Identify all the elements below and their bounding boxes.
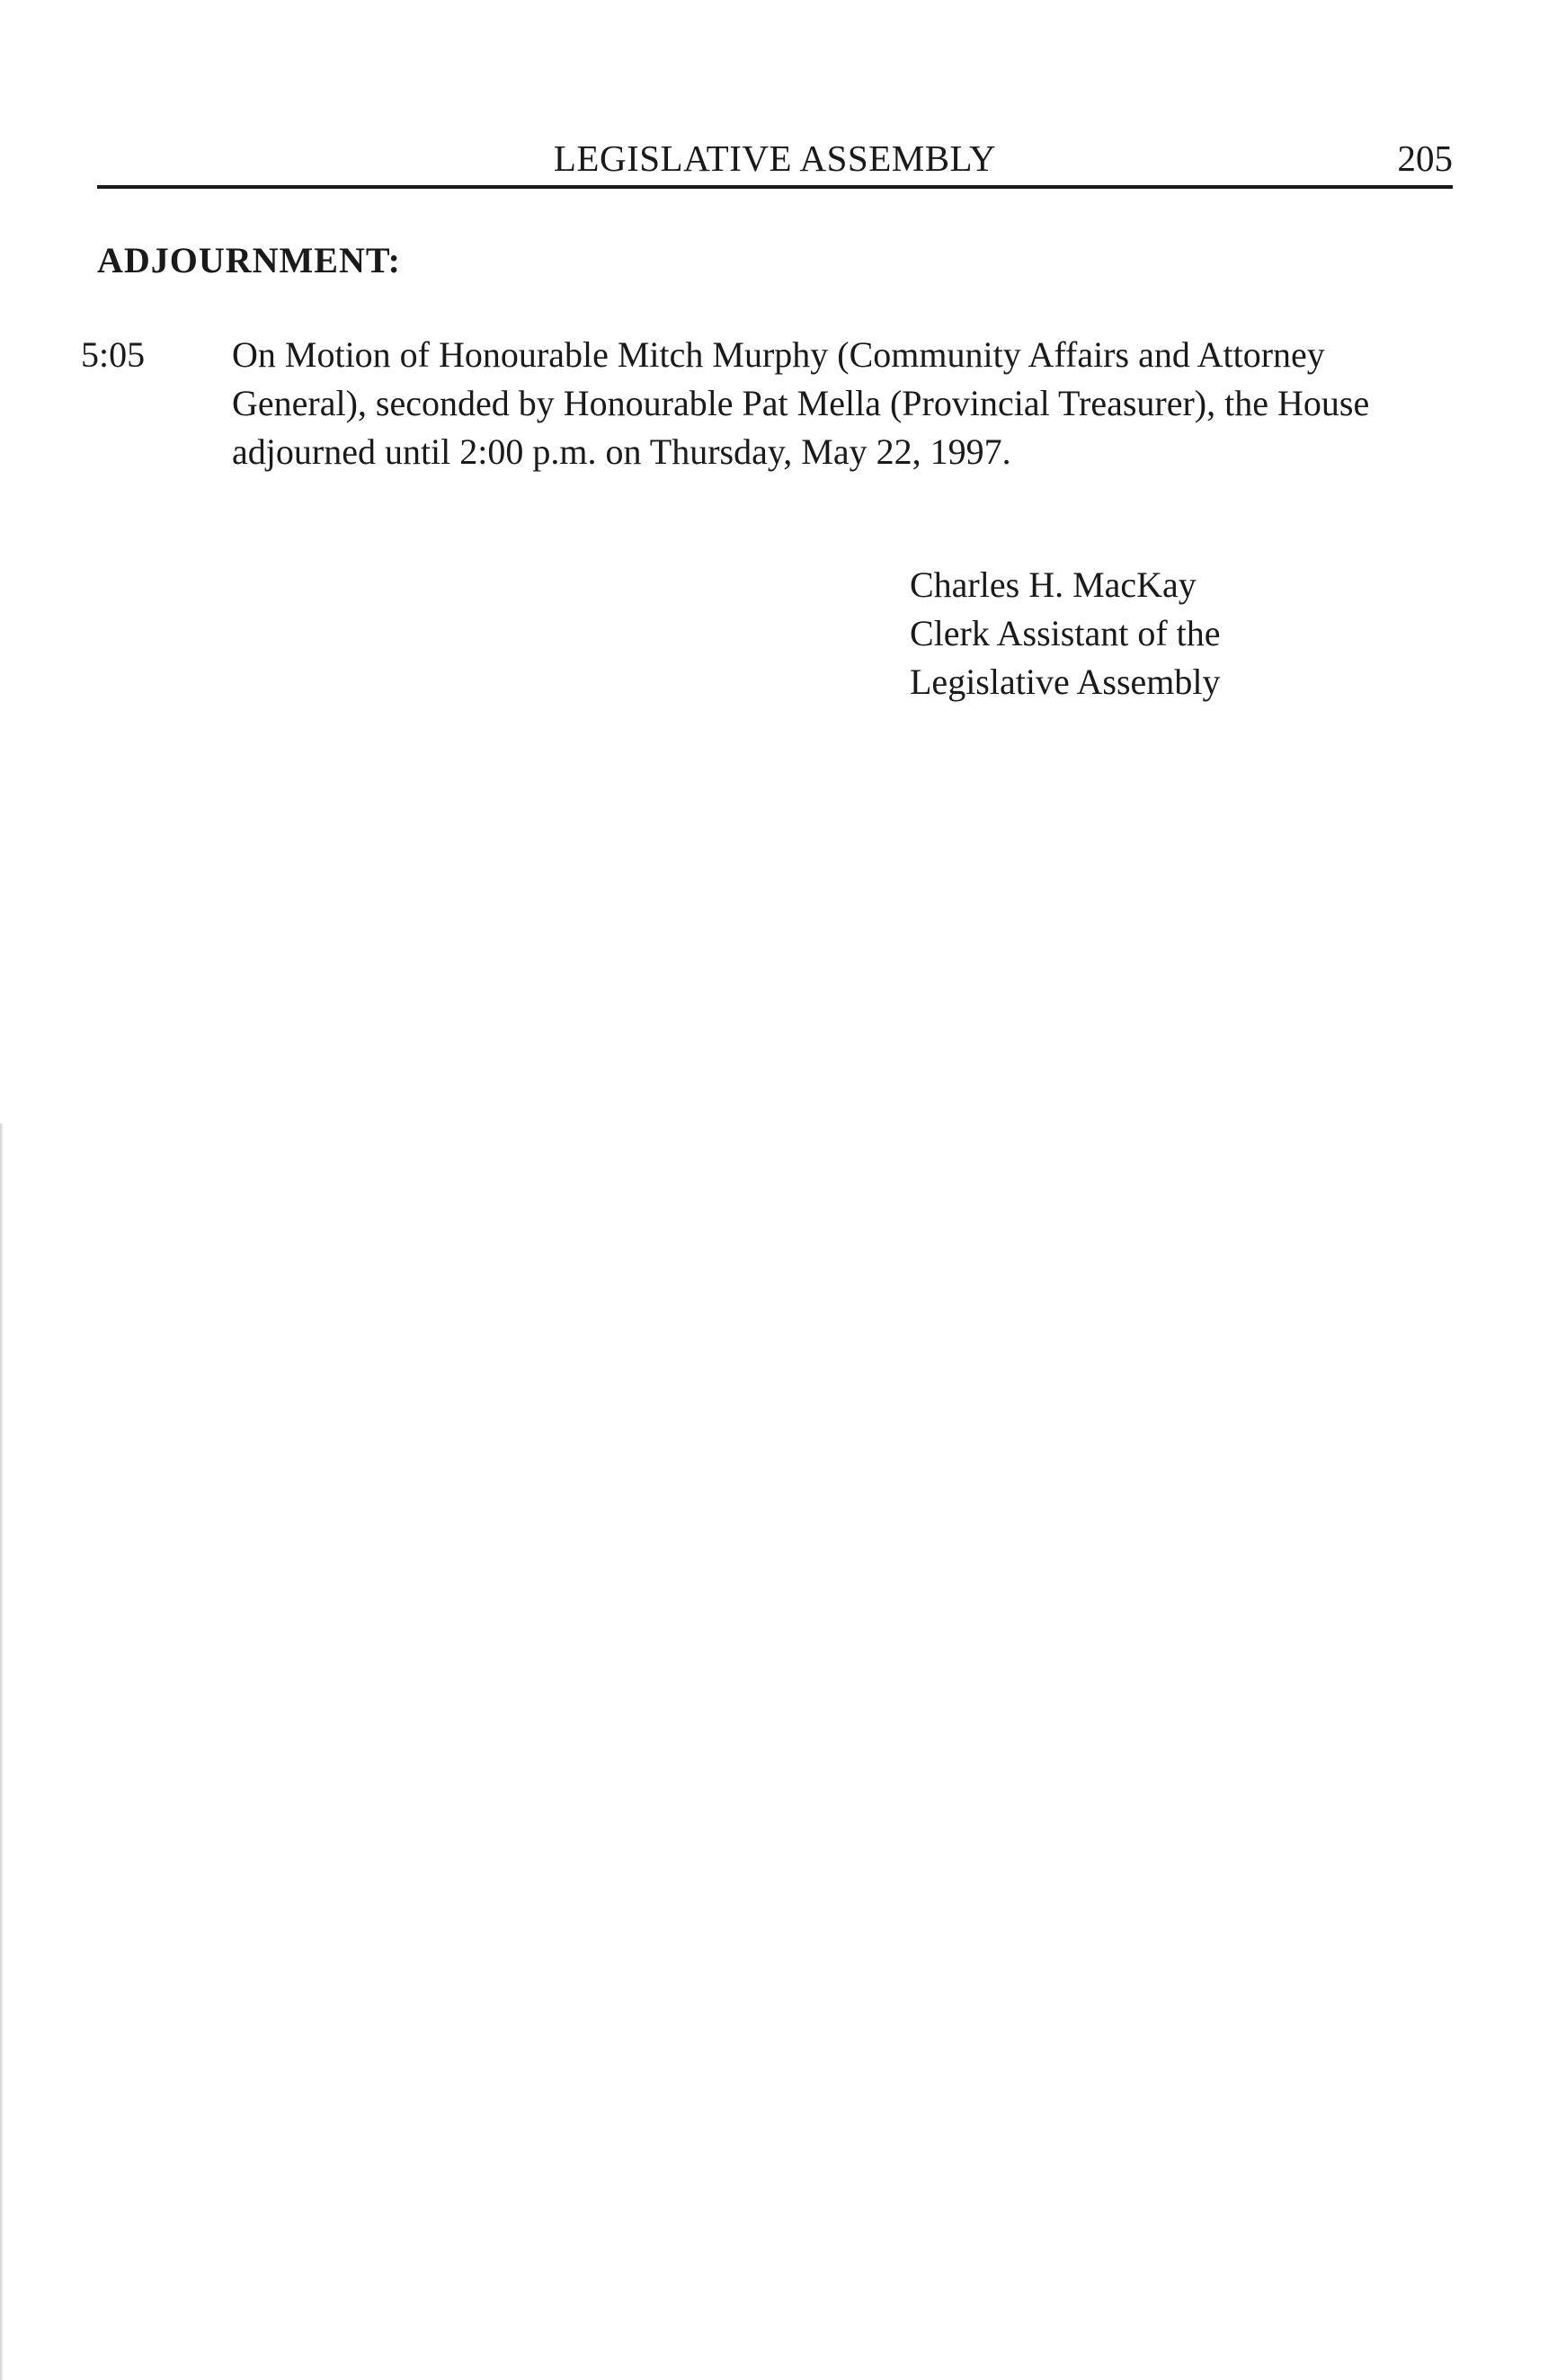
signature-name: Charles H. MacKay: [910, 564, 1197, 605]
page-header: [97, 133, 1453, 183]
signature-title-line2: Legislative Assembly: [910, 662, 1221, 702]
signature-title-line1: Clerk Assistant of the: [910, 613, 1221, 653]
section-heading: ADJOURNMENT:: [97, 240, 401, 280]
page-edge-shadow: [0, 1123, 4, 2380]
header-title: LEGISLATIVE ASSEMBLY: [553, 138, 997, 179]
page-number: 205: [1397, 138, 1453, 179]
entry-time: 5:05: [81, 334, 146, 375]
entry-body: On Motion of Honourable Mitch Murphy (Community Affairs and Attorney General), seconded by Honourable Pat Mella (Provincial Treasurer), the House adjourned until 2:00 p.m. on Thursday, May 22, 1997.: [232, 334, 1370, 472]
header-rule: [97, 185, 1453, 189]
signature-block: [910, 561, 1221, 706]
